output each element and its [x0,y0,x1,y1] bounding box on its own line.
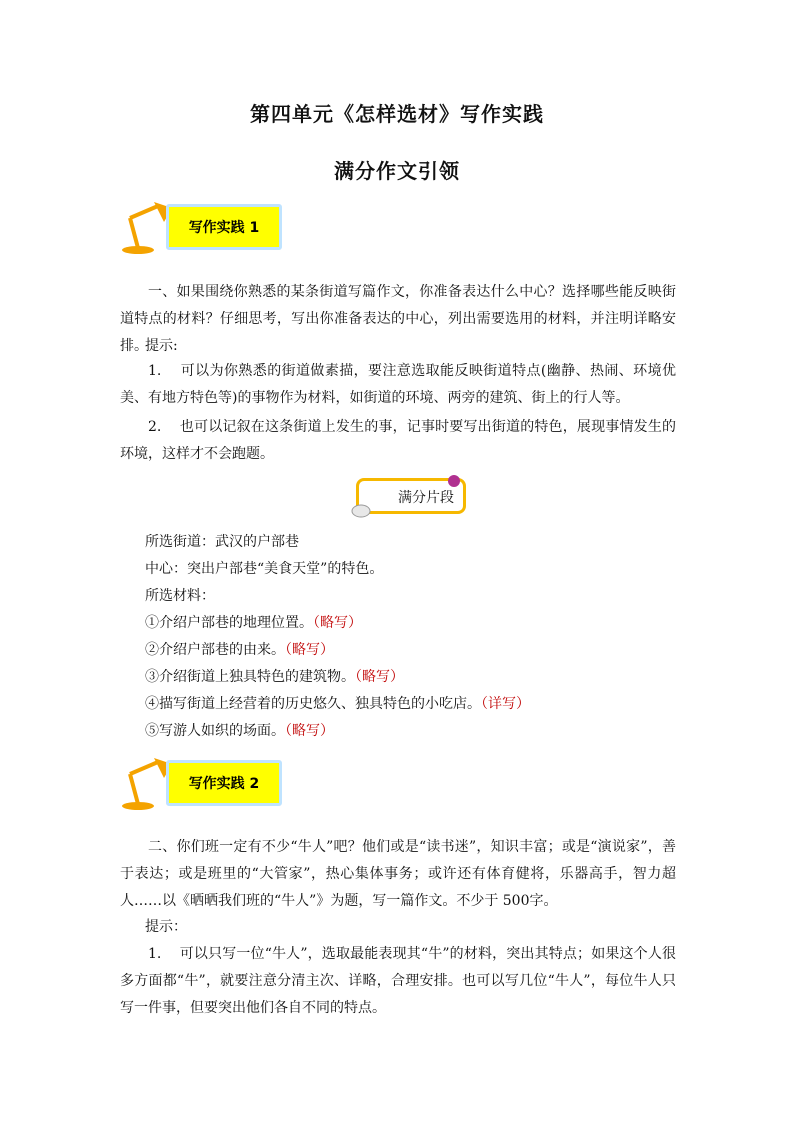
practice1-badge-label: 写作实践 1 [166,204,282,250]
material-item: ③介绍街道上独具特色的建筑物。（略写） [145,669,404,685]
fragment-materials-label: 所选材料： [145,588,215,604]
page-title: 第四单元《怎样选材》写作实践 [250,102,544,126]
material-item: ⑤写游人如织的场面。（略写） [145,723,334,739]
practice2-badge [118,756,288,818]
hint-text: 可以只写一位“牛人”，选取最能表现其“牛”的材料，突出其特点；如果这个人很多方面都“牛”，就要注意分清主次、详略，合理安排。也可以写几位“牛人”，每位牛人只写一件事，但要突出他们各自不同的特点。 [120,946,676,1016]
practice1-badge [118,200,288,262]
fragment-street: 所选街道：武汉的户部巷 [145,534,299,550]
ribbon-icon [446,474,462,488]
material-item: ①介绍户部巷的地理位置。（略写） [145,615,362,631]
hint-number: 1. [148,363,162,379]
practice2-question: 二、你们班一定有不少“牛人”吧？他们或是“读书迷”，知识丰富；或是“演说家”，善于表达；或是班里的“大管家”，热心集体事务；或许还有体育健将，乐器高手，智力超人……以《晒晒我们班的“牛人”》为题，写一篇作文。不少于 500字。 [120,839,676,909]
hint-number: 2. [148,419,162,435]
practice1-question: 一、如果围绕你熟悉的某条街道写篇作文，你准备表达什么中心？选择哪些能反映街道特点的材料？仔细思考，写出你准备表达的中心，列出需要选用的材料，并注明详略安排。 [120,284,676,354]
practice2-hint-label: 提示： [145,919,187,935]
fragment-center: 中心：突出户部巷“美食天堂”的特色。 [145,561,384,577]
hint-text: 可以为你熟悉的街道做素描，要注意选取能反映街道特点(幽静、热闹、环境优美、有地方特色等)的事物作为材料，如街道的环境、两旁的建筑、街上的行人等。 [120,363,676,406]
practice2-hint-1 [120,941,676,1022]
hint-number: 1. [148,946,162,962]
bird-icon [350,502,372,518]
practice1-hint-2 [120,414,676,468]
material-item: ④描写街道上经营着的历史悠久、独具特色的小吃店。（详写） [145,696,530,712]
practice1-hint-1 [120,358,676,412]
material-item: ②介绍户部巷的由来。（略写） [145,642,334,658]
page-subtitle: 满分作文引领 [334,159,460,183]
hint-text: 也可以记叙在这条街道上发生的事，记事时要写出街道的特色，展现事情发生的环境，这样才不会跑题。 [120,419,676,462]
practice2-badge-label: 写作实践 2 [166,760,282,806]
fragment-badge [350,474,470,518]
practice1-hint-label: 提示: [145,338,178,354]
fragment-label: 满分片段 [398,490,454,506]
